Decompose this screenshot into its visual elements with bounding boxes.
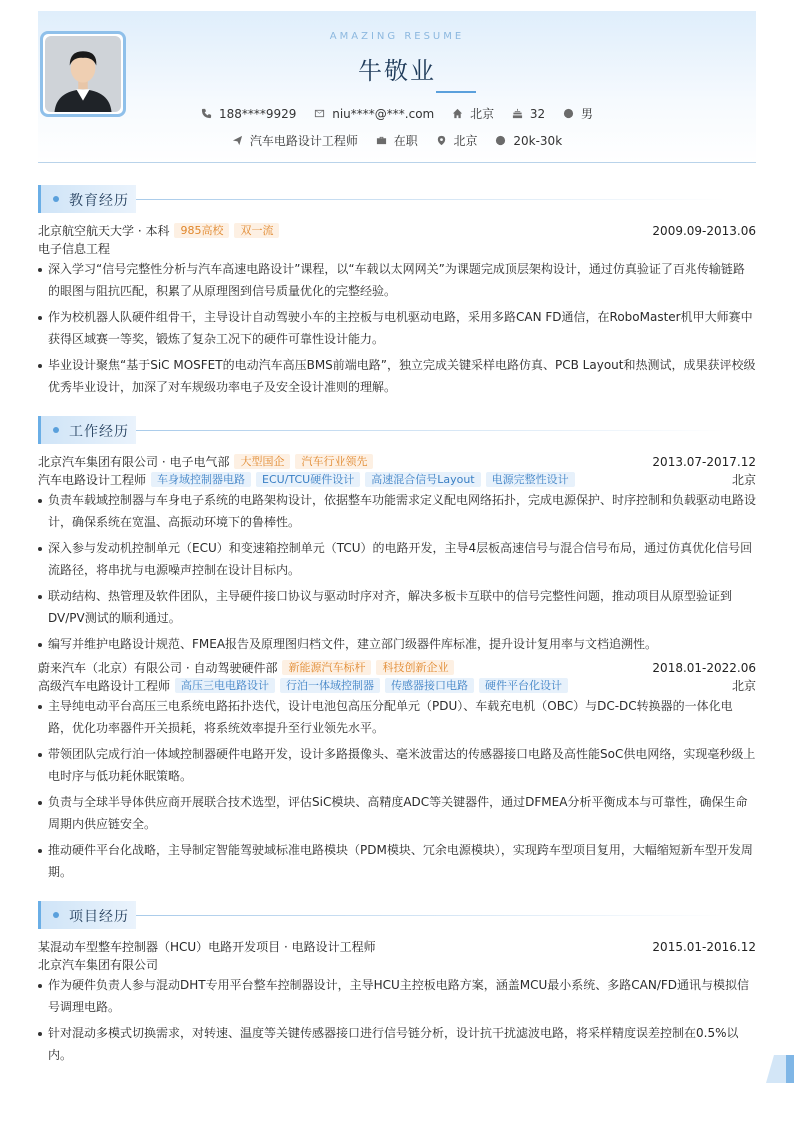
job-city: 北京: [731, 679, 756, 693]
send-icon: [232, 135, 243, 146]
project-date: 2015.01-2016.12: [652, 940, 756, 954]
phone-icon: [201, 108, 212, 119]
job-date: 2013.07-2017.12: [652, 455, 756, 469]
skill-tag: 高速混合信号Layout: [365, 472, 480, 487]
job-city: 北京: [731, 473, 756, 487]
email-item: niu****@***.com: [314, 107, 434, 121]
corner-decoration: [766, 1055, 794, 1083]
skill-tag: 传感器接口电路: [385, 678, 474, 693]
list-item: 主导纯电动平台高压三电系统电路拓扑迭代，设计电池包高压分配单元（PDU）、车载充电机（OBC）与DC-DC转换器的一体化电路，优化功率器件开关损耗，将系统效率提升至行业领先水平。: [38, 695, 756, 739]
school-tag: 双一流: [234, 223, 279, 238]
list-item: 毕业设计聚焦“基于SiC MOSFET的电动汽车高压BMS前端电路”，独立完成关键采样电路仿真、PCB Layout和热测试，成果获评校级优秀毕业设计，加深了对车规级功率电子及安全设计准则的理解。: [38, 354, 756, 398]
job-date: 2018.01-2022.06: [652, 661, 756, 675]
age-item: 32: [512, 107, 545, 121]
list-item: 联动结构、热管理及软件团队，主导硬件接口协议与驱动时序对齐，解决多板卡互联中的信号完整性问题，推动项目从原型验证到DV/PV测试的顺利通过。: [38, 585, 756, 629]
contact-row: [38, 105, 756, 122]
education-section-header: [38, 185, 756, 213]
school-tag: 985高校: [174, 223, 229, 238]
home-icon: [452, 108, 463, 119]
skill-tag: 高压三电电路设计: [175, 678, 275, 693]
home-item: 北京: [452, 105, 494, 122]
project-title: 某混动车型整车控制器（HCU）电路开发项目 · 电路设计工程师: [38, 940, 376, 954]
work-section-header: [38, 416, 756, 444]
mail-icon: [314, 108, 325, 119]
job-role: 汽车电路设计工程师: [38, 473, 147, 487]
job-role: 高级汽车电路设计工程师: [38, 679, 171, 693]
list-item: 针对混动多模式切换需求，对转速、温度等关键传感器接口进行信号链分析，设计抗干扰滤波电路，将采样精度误差控制在0.5%以内。: [38, 1022, 756, 1066]
project-head: [38, 938, 756, 956]
education-head: [38, 222, 756, 240]
list-item: 编写并维护电路设计规范、FMEA报告及原理图归档文件，建立部门级器件库标准，提升设计复用率与文档追溯性。: [38, 633, 756, 655]
education-date: 2009.09-2013.06: [652, 224, 756, 238]
resume-eyebrow: AMAZING RESUME: [329, 31, 465, 42]
section-divider: [136, 430, 726, 431]
project-section-header: [38, 901, 756, 929]
skill-tag: 车身域控制器电路: [151, 472, 251, 487]
list-item: 负责车载域控制器与车身电子系统的电路架构设计，依据整车功能需求定义配电网络拓扑，完成电源保护、时序控制和负载驱动电路设计，确保系统在宽温、高振动环境下的鲁棒性。: [38, 489, 756, 533]
job-head: [38, 453, 756, 471]
list-item: 深入参与发动机控制单元（ECU）和变速箱控制单元（TCU）的电路开发，主导4层板高速信号与混合信号布局，通过仿真优化信号回流路径，将串扰与电源噪声控制在设计目标内。: [38, 537, 756, 581]
skill-tag: 电源完整性设计: [486, 472, 575, 487]
salary-item: 20k-30k: [495, 134, 562, 148]
money-icon: [495, 135, 506, 146]
briefcase-icon: [376, 135, 387, 146]
job-role-line: [38, 677, 756, 695]
name-underline: [436, 91, 476, 93]
company-tag: 汽车行业领先: [295, 454, 373, 469]
project-company: 北京汽车集团有限公司: [38, 958, 159, 972]
list-item: 作为硬件负责人参与混动DHT专用平台整车控制器设计，主导HCU主控板电路方案，涵盖MCU最小系统、多路CAN/FD通讯与模拟信号调理电路。: [38, 974, 756, 1018]
gender-icon: [563, 108, 574, 119]
section-divider: [136, 915, 726, 916]
skill-tag: ECU/TCU硬件设计: [256, 472, 360, 487]
company-name: 北京汽车集团有限公司 · 电子电气部: [38, 455, 230, 469]
section-title: 教育经历: [69, 193, 129, 209]
list-item: 作为校机器人队硬件组骨干，主导设计自动驾驶小车的主控板与电机驱动电路，采用多路CAN FD通信，在RoboMaster机甲大师赛中获得区域赛一等奖，锻炼了复杂工况下的硬件可靠性设计能力。: [38, 306, 756, 350]
phone-item: 188****9929: [201, 107, 296, 121]
company-tag: 新能源汽车标杆: [282, 660, 371, 675]
skill-tag: 行泊一体域控制器: [280, 678, 380, 693]
resume-header: [38, 11, 756, 163]
major-line: [38, 240, 756, 258]
job-head: [38, 659, 756, 677]
list-item: 负责与全球半导体供应商开展联合技术选型，评估SiC模块、高精度ADC等关键器件，通过DFMEA分析平衡成本与可靠性，确保生命周期内供应链安全。: [38, 791, 756, 835]
list-item: 带领团队完成行泊一体域控制器硬件电路开发，设计多路摄像头、毫米波雷达的传感器接口电路及高性能SoC供电网络，实现毫秒级上电时序与低功耗休眠策略。: [38, 743, 756, 787]
section-title: 项目经历: [69, 909, 129, 925]
gender-item: 男: [563, 105, 593, 122]
cake-icon: [512, 108, 523, 119]
job-role-line: [38, 471, 756, 489]
section-title: 工作经历: [69, 424, 129, 440]
job-target-item: 汽车电路设计工程师: [232, 132, 358, 149]
company-tag: 科技创新企业: [376, 660, 454, 675]
section-divider: [136, 199, 726, 200]
list-item: 推动硬件平台化战略，主导制定智能驾驶域标准电路模块（PDM模块、冗余电源模块），实现跨车型项目复用，大幅缩短新车型开发周期。: [38, 839, 756, 883]
major-name: 电子信息工程: [38, 242, 111, 256]
section-dot: [53, 196, 59, 202]
project-company-line: [38, 956, 756, 974]
section-dot: [53, 912, 59, 918]
school-name: 北京航空航天大学 · 本科: [38, 224, 170, 238]
company-tag: 大型国企: [234, 454, 290, 469]
section-dot: [53, 427, 59, 433]
skill-tag: 硬件平台化设计: [479, 678, 568, 693]
location-pin-icon: [436, 135, 447, 146]
job-intention-row: [38, 132, 756, 149]
company-name: 蔚来汽车（北京）有限公司 · 自动驾驶硬件部: [38, 661, 278, 675]
candidate-name: 牛敬业: [358, 57, 436, 85]
status-item: 在职: [376, 132, 418, 149]
list-item: 深入学习“信号完整性分析与汽车高速电路设计”课程，以“车载以太网网关”为课题完成顶层架构设计，通过仿真验证了百兆传输链路的眼图与阻抗匹配，积累了从原理图到信号质量优化的完整经验。: [38, 258, 756, 302]
location-item: 北京: [436, 132, 478, 149]
